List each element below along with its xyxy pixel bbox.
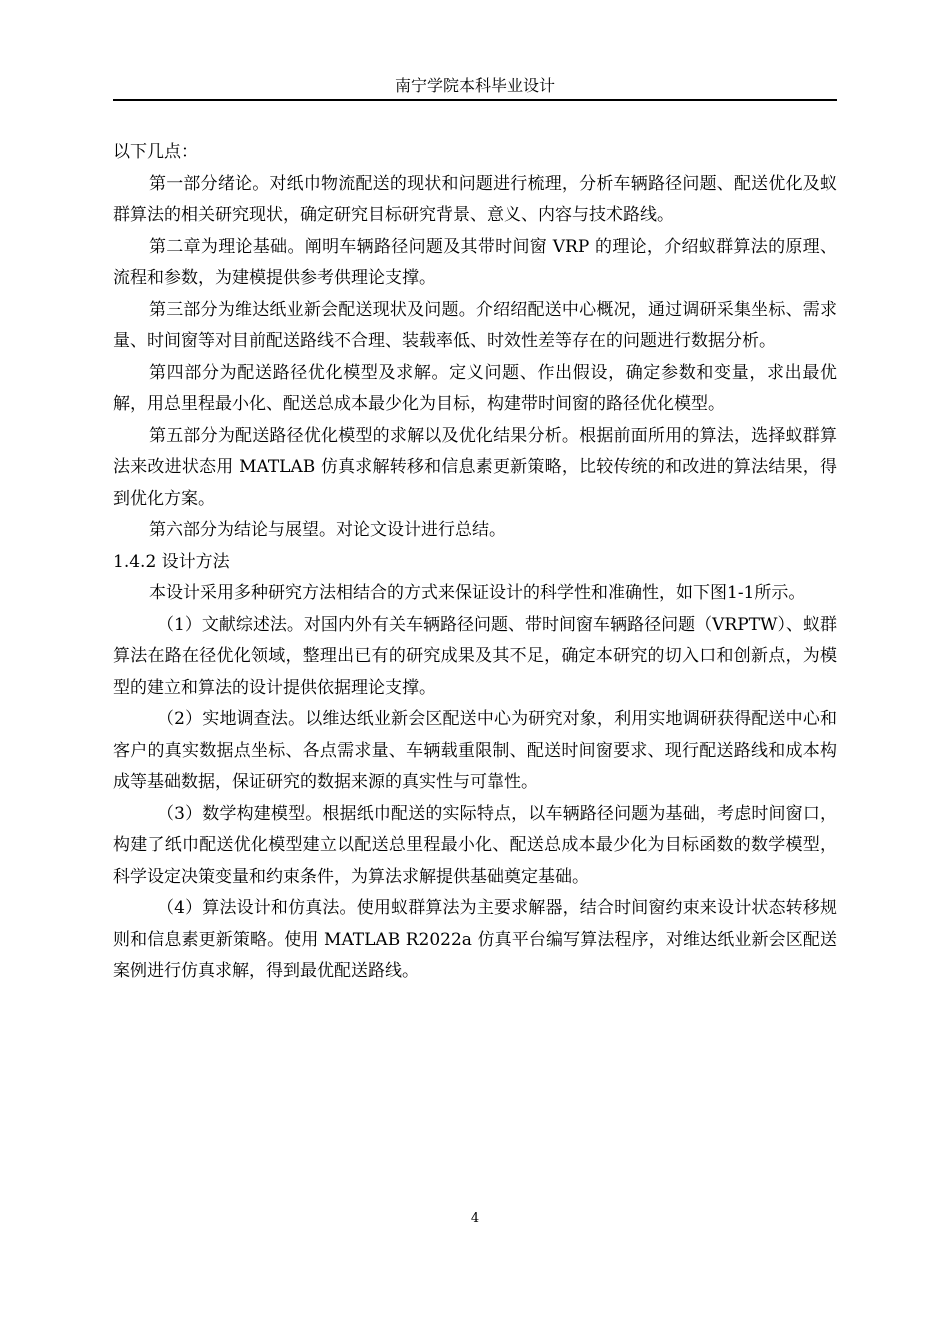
method-item-3: （3）数学构建模型。根据纸巾配送的实际特点，以车辆路径问题为基础，考虑时间窗口，构建了纸巾配送优化模型建立以配送总里程最小化、配送总成本最少化为目标函数的数学模型，科学设定决策变量和约束条件，为算法求解提供基础奠定基础。 [113, 803, 837, 887]
intro-line: 以下几点： [113, 142, 198, 162]
page-header-title: 南宁学院本科毕业设计 [394, 76, 555, 95]
paragraph-part-2: 第二章为理论基础。阐明车辆路径问题及其带时间窗 VRP 的理论，介绍蚁群算法的原理、流程和参数，为建模提供参考供理论支撑。 [113, 236, 837, 288]
header-divider [113, 99, 837, 101]
section-heading: 1.4.2 设计方法 [113, 551, 230, 572]
method-item-1: （1）文献综述法。对国内外有关车辆路径问题、带时间窗车辆路径问题（VRPTW）、蚁群算法在路在径优化领域，整理出已有的研究成果及其不足，确定本研究的切入口和创新点，为模型的建立和算法的设计提供依据理论支撑。 [113, 614, 837, 698]
method-item-2: （2）实地调查法。以维达纸业新会区配送中心为研究对象，利用实地调研获得配送中心和客户的真实数据点坐标、各点需求量、车辆载重限制、配送时间窗要求、现行配送路线和成本构成等基础数据，保证研究的数据来源的真实性与可靠性。 [113, 709, 837, 792]
document-body [113, 137, 837, 988]
methods-intro: 本设计采用多种研究方法相结合的方式来保证设计的科学性和准确性，如下图1-1所示。 [149, 583, 806, 603]
paragraph-part-6: 第六部分为结论与展望。对论文设计进行总结。 [149, 520, 506, 540]
paragraph-part-1: 第一部分绪论。对纸巾物流配送的现状和问题进行梳理，分析车辆路径问题、配送优化及蚁群算法的相关研究现状，确定研究目标研究背景、意义、内容与技术路线。 [113, 173, 837, 225]
page-number: 4 [470, 1211, 480, 1226]
paragraph-part-5: 第五部分为配送路径优化模型的求解以及优化结果分析。根据前面所用的算法，选择蚁群算法来改进状态用 MATLAB 仿真求解转移和信息素更新策略，比较传统的和改进的算法结果，得到优化方案。 [113, 425, 837, 509]
paragraph-part-4: 第四部分为配送路径优化模型及求解。定义问题、作出假设，确定参数和变量，求出最优解，用总里程最小化、配送总成本最少化为目标，构建带时间窗的路径优化模型。 [113, 362, 837, 414]
method-item-4: （4）算法设计和仿真法。使用蚁群算法为主要求解器，结合时间窗约束来设计状态转移规则和信息素更新策略。使用 MATLAB R2022a 仿真平台编写算法程序，对维达纸业新会区配送案例进行仿真求解，得到最优配送路线。 [113, 898, 837, 981]
paragraph-part-3: 第三部分为维达纸业新会配送现状及问题。介绍绍配送中心概况，通过调研采集坐标、需求量、时间窗等对目前配送路线不合理、装载率低、时效性差等存在的问题进行数据分析。 [113, 299, 837, 351]
